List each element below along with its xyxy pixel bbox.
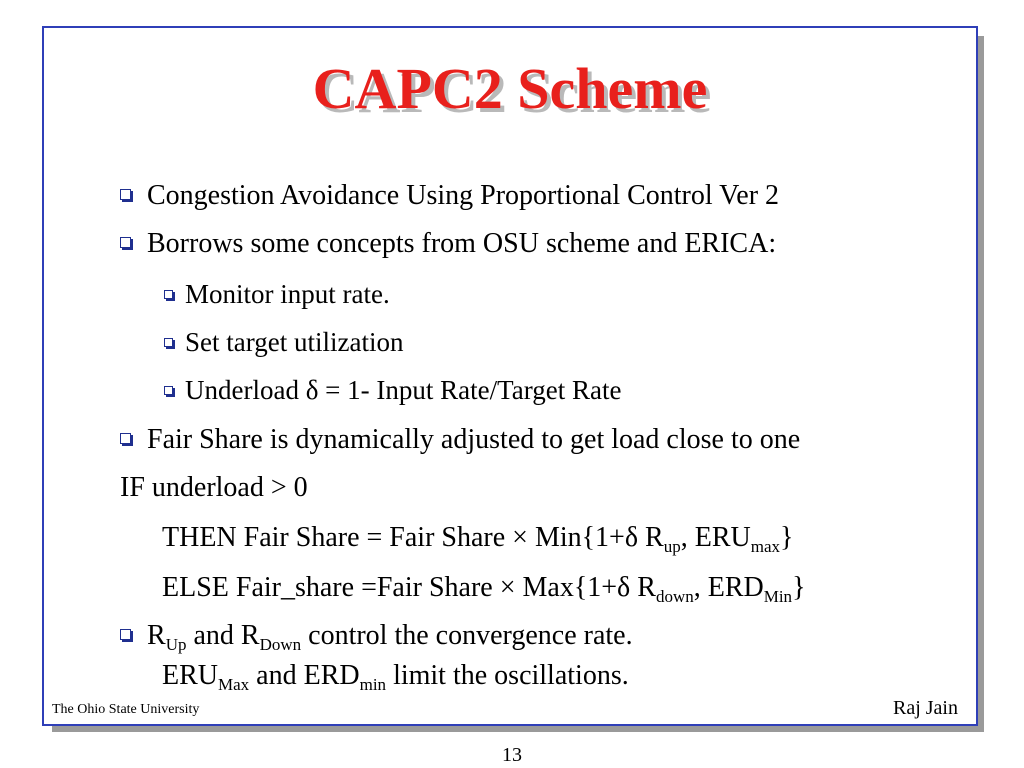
page-number: 13 <box>502 744 522 766</box>
else-line: ELSE Fair_share =Fair Share × Max{1+δ $R_{down}$, $ERD_{Min}$} <box>162 572 806 606</box>
square-bullet-icon <box>164 338 173 347</box>
if-line: IF underload > 0 <box>120 472 308 503</box>
slide-frame <box>42 26 978 726</box>
bullet-2: Borrows some concepts from OSU scheme and ERICA: <box>120 228 776 260</box>
bullet-4: $R_{Up}$ and $R_{Down}$ control the convergence rate. <box>120 620 633 652</box>
bullet-4-continued: $ERU_{Max}$ and $ERD_{min}$ limit the oscillations. <box>162 660 629 694</box>
square-bullet-icon <box>164 386 173 395</box>
square-bullet-icon <box>120 189 131 200</box>
sub-bullet-1: Monitor input rate. <box>164 278 390 310</box>
square-bullet-icon <box>120 237 131 248</box>
slide-title: CAPC2 Scheme <box>312 56 708 121</box>
bullet-1: Congestion Avoidance Using Proportional Control Ver 2 <box>120 180 779 212</box>
then-line: THEN Fair Share = Fair Share × Min{1+δ $R_{up}$, $ERU_{max}$} <box>162 522 794 556</box>
bullet-3: Fair Share is dynamically adjusted to get load close to one <box>120 424 800 456</box>
sub-bullet-3: Underload δ = 1- Input Rate/Target Rate <box>164 374 621 406</box>
square-bullet-icon <box>164 290 173 299</box>
footer-author: Raj Jain <box>893 697 958 719</box>
square-bullet-icon <box>120 629 131 640</box>
sub-bullet-2: Set target utilization <box>164 326 403 358</box>
square-bullet-icon <box>120 433 131 444</box>
footer-institution: The Ohio State University <box>52 702 200 717</box>
